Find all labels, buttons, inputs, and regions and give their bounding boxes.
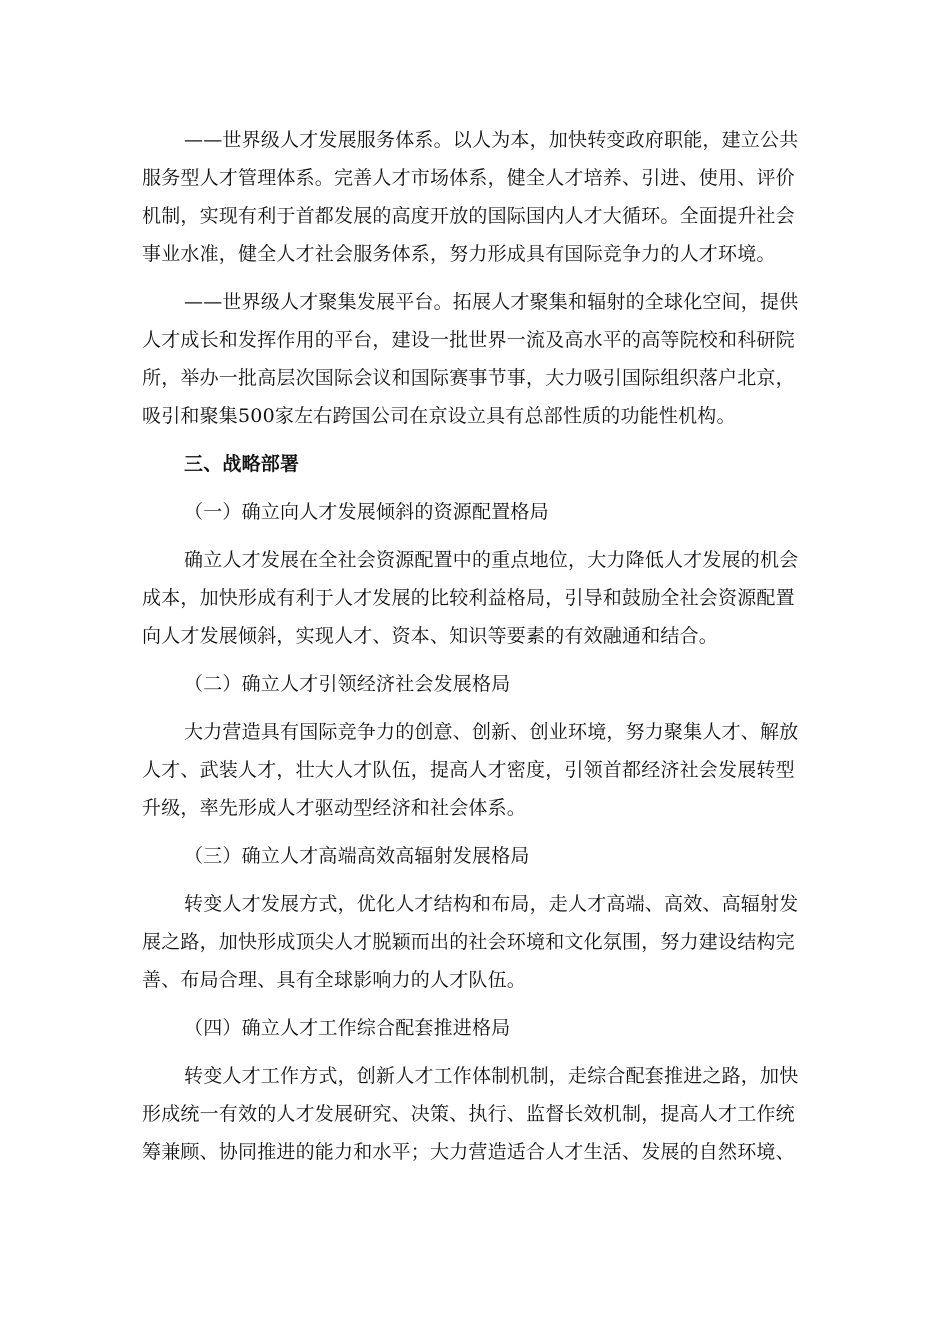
document-body bbox=[142, 121, 806, 1181]
text-line: 升级，率先形成人才驱动型经济和社会体系。 bbox=[142, 797, 527, 819]
text-line: 确立人才发展在全社会资源配置中的重点地位，大力降低人才发展的机会 bbox=[184, 549, 799, 571]
text-line: 机制，实现有利于首都发展的高度开放的国际国内人才大循环。全面提升社会 bbox=[142, 205, 795, 227]
text-line: ——世界级人才发展服务体系。以人为本，加快转变政府职能，建立公共 bbox=[184, 129, 799, 151]
text-line: 服务型人才管理体系。完善人才市场体系，健全人才培养、引进、使用、评价 bbox=[142, 167, 795, 189]
text-line: 转变人才发展方式，优化人才结构和布局，走人才高端、高效、高辐射发 bbox=[184, 893, 799, 915]
text-line: 转变人才工作方式，创新人才工作体制机制，走综合配套推进之路，加快 bbox=[184, 1065, 799, 1087]
text-line: 向人才发展倾斜，实现人才、资本、知识等要素的有效融通和结合。 bbox=[142, 625, 719, 647]
subsection-title: （一）确立向人才发展倾斜的资源配置格局 bbox=[184, 501, 549, 523]
text-line: ——世界级人才聚集发展平台。拓展人才聚集和辐射的全球化空间，提供 bbox=[184, 291, 799, 313]
text-line: 吸引和聚集500家左右跨国公司在京设立具有总部性质的功能性机构。 bbox=[142, 405, 736, 427]
subsection-title: （三）确立人才高端高效高辐射发展格局 bbox=[184, 845, 530, 867]
subsection-paragraph bbox=[142, 1057, 806, 1171]
text-line: 人才、武装人才，壮大人才队伍，提高人才密度，引领首都经济社会发展转型 bbox=[142, 759, 795, 781]
text-line: 人才成长和发挥作用的平台，建设一批世界一流及高水平的高等院校和科研院 bbox=[142, 329, 795, 351]
subsection-paragraph bbox=[142, 713, 806, 827]
subsection-title: （二）确立人才引领经济社会发展格局 bbox=[184, 673, 511, 695]
paragraph-talent-platform bbox=[142, 283, 806, 435]
text-line: 展之路，加快形成顶尖人才脱颖而出的社会环境和文化氛围，努力建设结构完 bbox=[142, 931, 795, 953]
paragraph-talent-service-system bbox=[142, 121, 806, 273]
subsection-paragraph bbox=[142, 541, 806, 655]
subsection-title: （四）确立人才工作综合配套推进格局 bbox=[184, 1017, 511, 1039]
text-line: 形成统一有效的人才发展研究、决策、执行、监督长效机制，提高人才工作统 bbox=[142, 1103, 795, 1125]
section-heading: 三、战略部署 bbox=[184, 453, 300, 475]
text-line: 事业水准，健全人才社会服务体系，努力形成具有国际竞争力的人才环境。 bbox=[142, 243, 776, 265]
subsection-paragraph bbox=[142, 885, 806, 999]
text-line: 所，举办一批高层次国际会议和国际赛事节事，大力吸引国际组织落户北京， bbox=[142, 367, 795, 389]
text-line: 大力营造具有国际竞争力的创意、创新、创业环境，努力聚集人才、解放 bbox=[184, 721, 799, 743]
text-line: 成本，加快形成有利于人才发展的比较利益格局，引导和鼓励全社会资源配置 bbox=[142, 587, 795, 609]
text-line: 筹兼顾、协同推进的能力和水平；大力营造适合人才生活、发展的自然环境、 bbox=[142, 1141, 795, 1163]
text-line: 善、布局合理、具有全球影响力的人才队伍。 bbox=[142, 969, 527, 991]
